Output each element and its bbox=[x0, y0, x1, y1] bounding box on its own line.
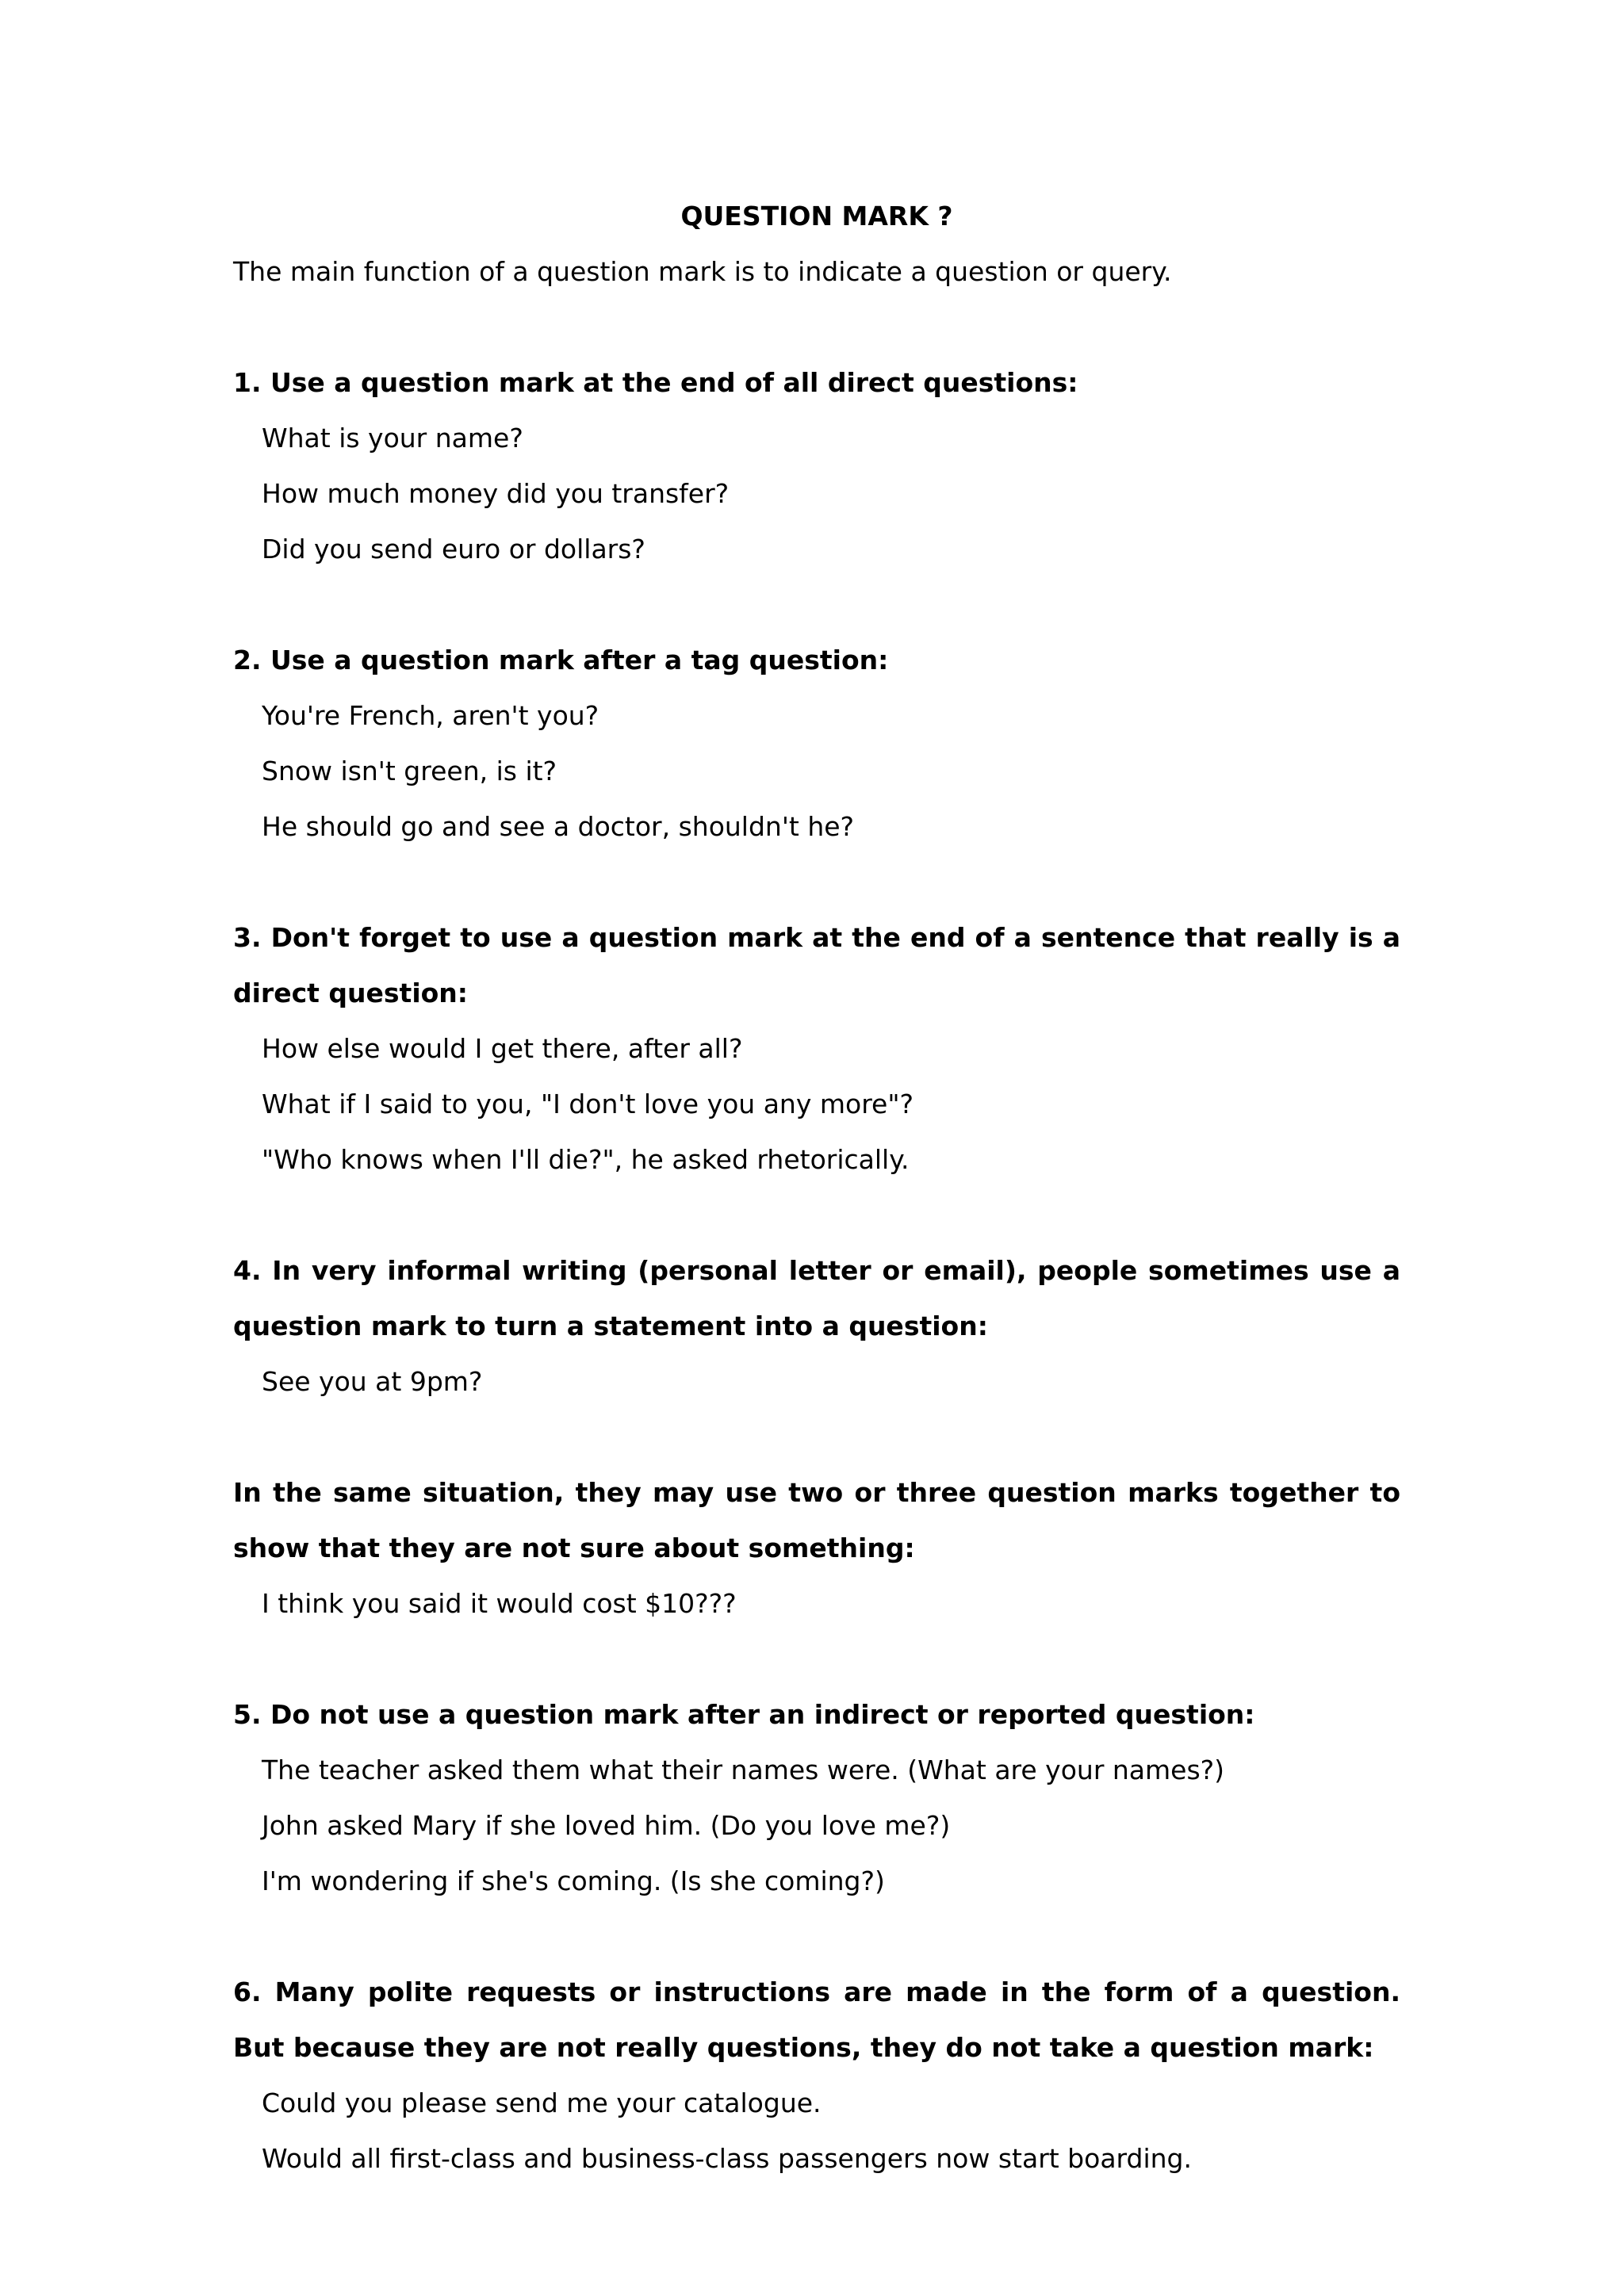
section-1 bbox=[233, 355, 1400, 577]
section-heading: 3. Don't forget to use a question mark at the end of a sentence that really is a direct question: bbox=[233, 922, 1400, 1008]
section-2 bbox=[233, 633, 1400, 855]
example-sentence: The teacher asked them what their names were. (What are your names?) bbox=[262, 1755, 1225, 1785]
section-heading: 1. Use a question mark at the end of all direct questions: bbox=[233, 367, 1078, 398]
example-sentence: John asked Mary if she loved him. (Do you love me?) bbox=[262, 1810, 951, 1841]
section-heading: 2. Use a question mark after a tag question: bbox=[233, 645, 889, 675]
example-sentence: "Who knows when I'll die?", he asked rhetorically. bbox=[262, 1144, 910, 1175]
intro-paragraph: The main function of a question mark is to indicate a question or query. bbox=[233, 256, 1172, 287]
example-sentence: How much money did you transfer? bbox=[262, 478, 730, 509]
example-sentence: Snow isn't green, is it? bbox=[262, 756, 557, 786]
example-sentence: I think you said it would cost $10??? bbox=[262, 1588, 737, 1619]
section-3 bbox=[233, 910, 1400, 1188]
example-sentence: You're French, aren't you? bbox=[262, 700, 599, 731]
section-4-continued bbox=[233, 1465, 1400, 1632]
example-sentence: Could you please send me your catalogue. bbox=[262, 2087, 822, 2118]
example-sentence: See you at 9pm? bbox=[262, 1366, 483, 1397]
example-sentence: Did you send euro or dollars? bbox=[262, 534, 645, 564]
section-heading: 5. Do not use a question mark after an indirect or reported question: bbox=[233, 1699, 1255, 1730]
section-4 bbox=[233, 1243, 1400, 1410]
page-title: QUESTION MARK ? bbox=[680, 201, 953, 232]
example-sentence: Would all first-class and business-class passengers now start boarding. bbox=[262, 2143, 1192, 2174]
section-5 bbox=[233, 1687, 1400, 1909]
section-heading: 4. In very informal writing (personal letter or email), people sometimes use a question mark to turn a statement into a question: bbox=[233, 1255, 1400, 1341]
example-sentence: How else would I get there, after all? bbox=[262, 1033, 743, 1064]
example-sentence: I'm wondering if she's coming. (Is she coming?) bbox=[262, 1866, 885, 1896]
section-heading: 6. Many polite requests or instructions are made in the form of a question. But because they are not really questions, they do not take a question mark: bbox=[233, 1976, 1400, 2063]
section-heading: In the same situation, they may use two or three question marks together to show that they are not sure about something: bbox=[233, 1477, 1400, 1563]
example-sentence: What is your name? bbox=[262, 423, 523, 453]
document-body bbox=[233, 189, 1400, 2187]
section-6 bbox=[233, 1965, 1400, 2187]
example-sentence: He should go and see a doctor, shouldn't he? bbox=[262, 811, 855, 842]
example-sentence: What if I said to you, "I don't love you any more"? bbox=[262, 1089, 914, 1119]
